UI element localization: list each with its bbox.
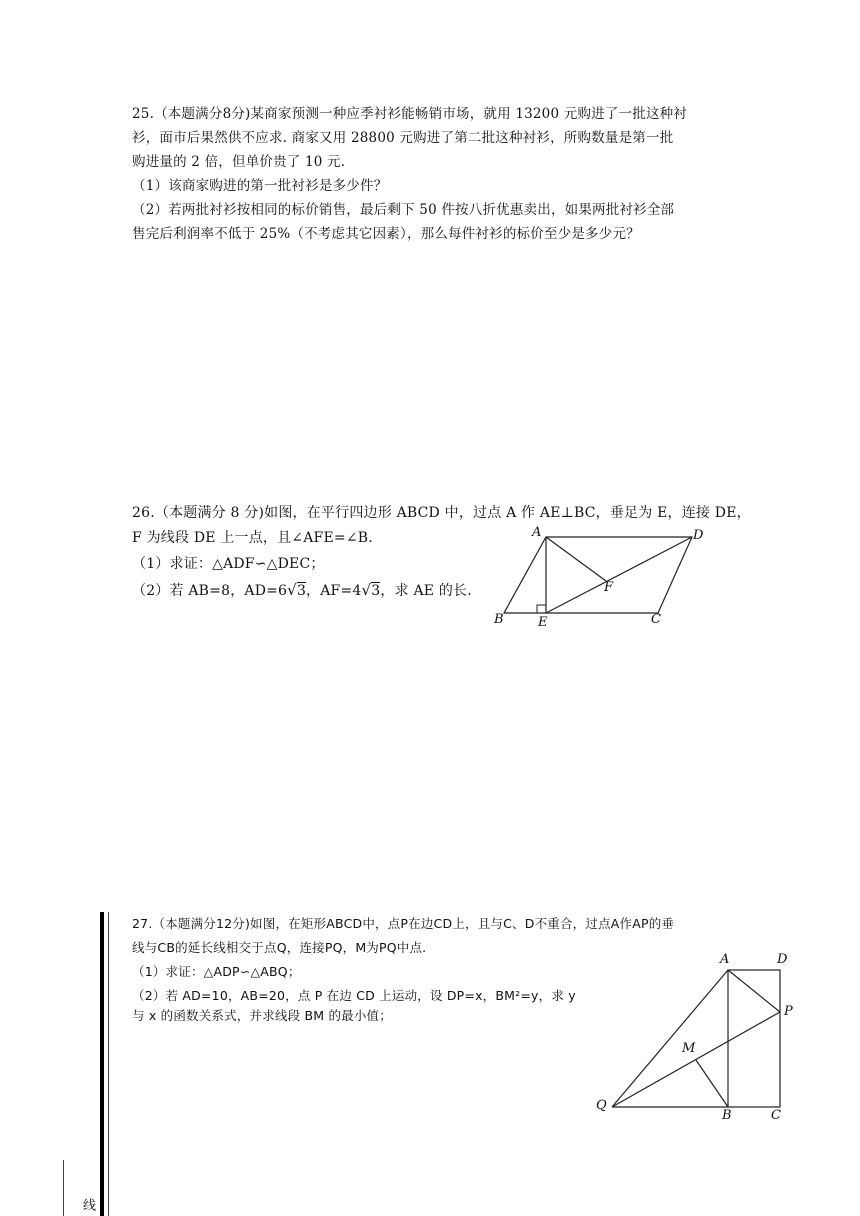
q26-part2-mid: ，AF=4 (306, 583, 362, 599)
q25-part2-line-1: （2）若两批衬衫按相同的标价销售，最后剩下 50 件按八折优惠卖出，如果两批衬衫全部 (132, 202, 675, 218)
label-b: B (722, 1108, 732, 1123)
label-p: P (784, 1004, 793, 1019)
segment-af (546, 537, 606, 581)
q26-part2-root2: 3 (371, 583, 381, 599)
label-a: A (720, 952, 730, 967)
q27-line-2: 线与CB的延长线相交于点Q，连接PQ，M为PQ中点. (132, 940, 427, 955)
sqrt-symbol-2: √ (361, 581, 372, 599)
label-q: Q (596, 1098, 607, 1113)
q26-line-1: 26.（本题满分 8 分)如图，在平行四边形 ABCD 中，过点 A 作 AE⊥BC，垂足为 E，连接 DE， (132, 505, 751, 521)
q26-part2 (132, 580, 472, 601)
label-d: D (777, 952, 788, 967)
margin-line (63, 1160, 64, 1216)
q26-part2-suffix: ，求 AE 的长. (380, 583, 472, 599)
segment-bm (696, 1060, 728, 1107)
q25-part1: （1）该商家购进的第一批衬衫是多少件？ (132, 178, 388, 194)
q25-part2-line-2: 售完后利润率不低于 25%（不考虑其它因素），那么每件衬衫的标价至少是多少元？ (132, 226, 640, 242)
label-f: F (604, 580, 614, 595)
label-e: E (538, 615, 548, 630)
binding-line-thin (108, 912, 109, 1216)
segment-aq (612, 970, 728, 1107)
q27-line-1: 27.（本题满分12分)如图，在矩形ABCD中，点P在边CD上，且与C、D不重合，过点A作AP的垂 (132, 916, 675, 931)
label-m: M (682, 1041, 696, 1056)
segment-ap (728, 970, 780, 1012)
q26-part2-prefix: （2）若 AB=8，AD=6 (132, 583, 288, 599)
q27-part2-line-1: （2）若 AD=10，AB=20，点 P 在边 CD 上运动，设 DP=x，BM²=y，求 y (132, 988, 576, 1003)
q27-part1: （1）求证：△ADP∽△ABQ； (132, 964, 301, 979)
q26-line-2: F 为线段 DE 上一点，且∠AFE=∠B. (132, 530, 373, 546)
label-a: A (532, 525, 542, 540)
q26-part1: （1）求证：△ADF∽△DEC； (132, 556, 325, 572)
q25-line-1: 25.（本题满分8分)某商家预测一种应季衬衫能畅销市场，就用 13200 元购进了一批这种衬 (132, 106, 688, 122)
q25-line-3: 购进量的 2 倍，但单价贵了 10 元. (132, 154, 346, 170)
segment-pq (612, 1012, 780, 1107)
margin-side-char: 线 (80, 1198, 95, 1211)
right-angle-mark (537, 605, 546, 613)
q26-part2-root1: 3 (296, 583, 307, 599)
segment-de (546, 537, 692, 613)
binding-line-thick (100, 912, 104, 1216)
q25-line-2: 衫，面市后果然供不应求. 商家又用 28800 元购进了第二批这种衬衫，所购数量是第一批 (132, 130, 674, 146)
label-c: C (771, 1108, 781, 1123)
rectangle-figure (600, 960, 800, 1120)
label-d: D (693, 528, 704, 543)
q27-part2-line-2: 与 x 的函数关系式，并求线段 BM 的最小值； (132, 1008, 392, 1023)
parallelogram-figure (490, 525, 710, 635)
label-c: C (651, 612, 661, 627)
label-b: B (494, 612, 504, 627)
sqrt-symbol-1: √ (287, 581, 297, 599)
